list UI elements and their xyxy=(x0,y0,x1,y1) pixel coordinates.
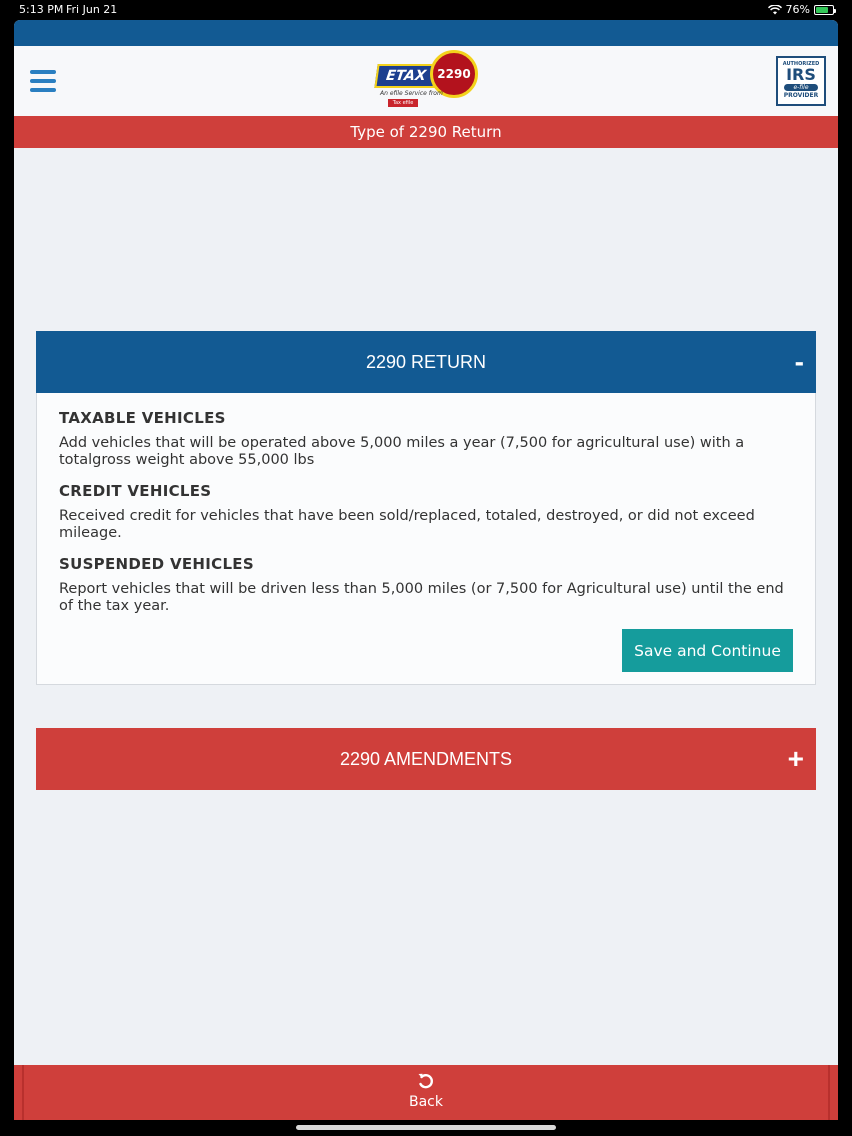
logo-etax-text: ETAX xyxy=(374,64,437,88)
section-description: Report vehicles that will be driven less than 5,000 miles (or 7,500 for Agricultural use) until the end of the tax year. xyxy=(59,581,784,614)
back-label: Back xyxy=(409,1094,443,1110)
accordion-2290-return[interactable] xyxy=(36,331,816,393)
status-date: Fri Jun 21 xyxy=(66,3,118,16)
irs-badge-line1: AUTHORIZED xyxy=(782,61,820,67)
irs-badge-line3: e-file xyxy=(784,84,818,91)
section-title: CREDIT VEHICLES xyxy=(59,482,212,500)
accordion-return-body xyxy=(36,393,816,685)
irs-efile-badge xyxy=(776,56,826,106)
section-taxable-vehicles xyxy=(59,409,793,469)
etax-2290-logo[interactable] xyxy=(376,50,480,110)
wifi-icon xyxy=(768,5,782,15)
back-button[interactable] xyxy=(386,1071,466,1117)
undo-arrow-icon xyxy=(416,1071,436,1091)
section-description: Add vehicles that will be operated above 5,000 miles a year (7,500 for agricultural use) with a totalgross weight above 55,000 lbs xyxy=(59,435,745,468)
section-suspended-vehicles xyxy=(59,555,793,615)
hamburger-menu-icon[interactable] xyxy=(30,70,56,92)
status-time: 5:13 PM xyxy=(19,3,64,16)
footer-bar xyxy=(14,1065,838,1120)
accordion-amendments-title: 2290 AMENDMENTS xyxy=(339,749,513,769)
accordion-2290-amendments[interactable] xyxy=(36,728,816,790)
status-right xyxy=(768,3,834,16)
collapse-icon[interactable]: - xyxy=(794,346,804,377)
logo-taxefile: Tax efile xyxy=(388,99,418,107)
logo-2290-circle: 2290 xyxy=(430,50,478,98)
accordion-return-title: 2290 RETURN xyxy=(365,352,487,372)
irs-badge-line4: PROVIDER xyxy=(783,92,819,99)
section-credit-vehicles xyxy=(59,482,793,542)
top-band xyxy=(14,20,838,46)
logo-tagline: An efile Service from xyxy=(380,90,443,97)
battery-percent: 76% xyxy=(785,3,810,16)
page-title: Type of 2290 Return xyxy=(14,116,838,148)
section-title: TAXABLE VEHICLES xyxy=(59,409,226,427)
section-title: SUSPENDED VEHICLES xyxy=(59,555,254,573)
expand-icon[interactable]: + xyxy=(787,743,804,774)
footer-edge-right xyxy=(828,1065,830,1120)
app-header xyxy=(14,46,838,116)
status-bar xyxy=(0,0,852,20)
irs-badge-line2: IRS xyxy=(786,65,816,84)
home-indicator[interactable] xyxy=(296,1125,556,1130)
section-description: Received credit for vehicles that have been sold/replaced, totaled, destroyed, or did not exceed mileage. xyxy=(59,508,755,541)
save-and-continue-button[interactable]: Save and Continue xyxy=(622,629,793,672)
footer-edge-left xyxy=(22,1065,24,1120)
battery-icon xyxy=(814,5,834,15)
app-window xyxy=(14,20,838,1120)
